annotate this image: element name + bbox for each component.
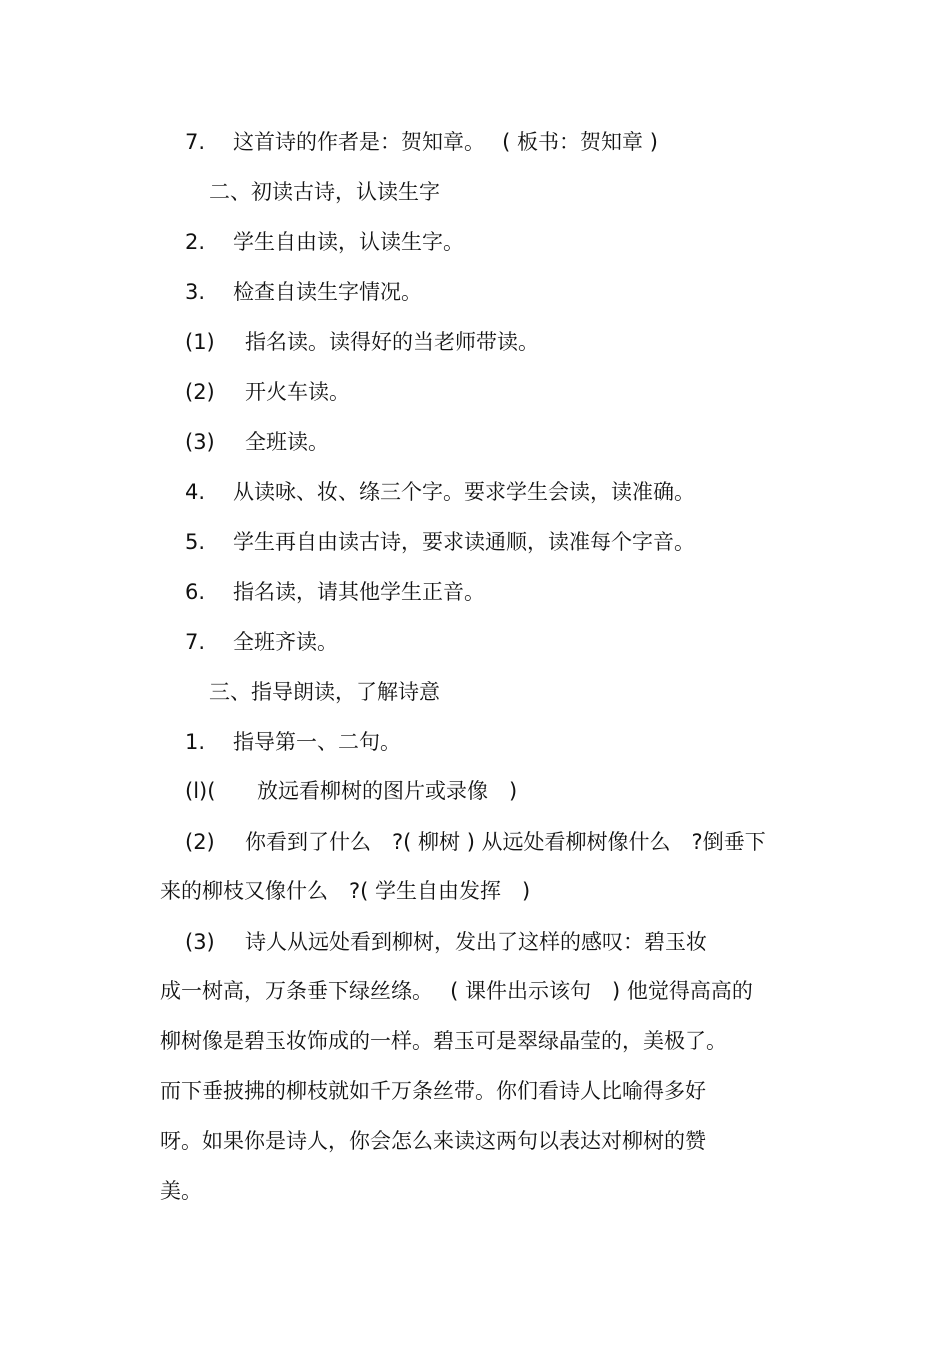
item-number: 2. bbox=[185, 230, 206, 254]
list-item bbox=[185, 428, 785, 456]
item-text: 指名读。读得好的当老师带读。 bbox=[245, 330, 539, 354]
list-item bbox=[185, 628, 785, 656]
item-number: 4. bbox=[185, 480, 206, 504]
continuation-line: 成一树高，万条垂下绿丝绦。 ( 课件出示该句 ) 他觉得高高的 bbox=[160, 979, 753, 1003]
section-heading: 三、指导朗读，了解诗意 bbox=[209, 680, 440, 704]
section-heading: 二、初读古诗，认读生字 bbox=[209, 180, 440, 204]
item-text: 检查自读生字情况。 bbox=[233, 280, 422, 304]
item-number: 3. bbox=[185, 280, 206, 304]
continuation-line: 柳树像是碧玉妆饰成的一样。碧玉可是翠绿晶莹的，美极了。 bbox=[160, 1029, 727, 1053]
item-number: (l)( bbox=[185, 779, 216, 803]
item-text: 学生自由读，认读生字。 bbox=[233, 230, 464, 254]
item-text: 诗人从远处看到柳树，发出了这样的感叹：碧玉妆 bbox=[245, 930, 707, 954]
list-item bbox=[185, 777, 785, 805]
item-number: 5. bbox=[185, 530, 206, 554]
item-text: 这首诗的作者是：贺知章。 ( 板书：贺知章 ) bbox=[233, 130, 658, 154]
item-number: 7. bbox=[185, 130, 206, 154]
list-item bbox=[185, 928, 785, 956]
list-item bbox=[185, 378, 785, 406]
item-number: (1) bbox=[185, 330, 215, 354]
item-number: (2) bbox=[185, 380, 215, 404]
item-text: 放远看柳树的图片或录像 ) bbox=[257, 779, 518, 803]
item-text: 你看到了什么 ?( 柳树 ) 从远处看柳树像什么 ?倒垂下 bbox=[245, 830, 766, 854]
item-number: (3) bbox=[185, 930, 215, 954]
item-text: 从读咏、妆、绦三个字。要求学生会读，读准确。 bbox=[233, 480, 695, 504]
continuation-line: 而下垂披拂的柳枝就如千万条丝带。你们看诗人比喻得多好 bbox=[160, 1079, 706, 1103]
item-text: 全班读。 bbox=[245, 430, 329, 454]
list-item bbox=[185, 278, 785, 306]
continuation-line: 呀。如果你是诗人，你会怎么来读这两句以表达对柳树的赞 bbox=[160, 1129, 706, 1153]
item-number: 7. bbox=[185, 630, 206, 654]
list-item bbox=[185, 228, 785, 256]
item-number: (3) bbox=[185, 430, 215, 454]
item-text: 指导第一、二句。 bbox=[233, 730, 401, 754]
item-text: 指名读，请其他学生正音。 bbox=[233, 580, 485, 604]
list-item bbox=[185, 478, 785, 506]
continuation-line: 美。 bbox=[160, 1179, 202, 1203]
item-number: 1. bbox=[185, 730, 206, 754]
list-item bbox=[185, 328, 785, 356]
list-item bbox=[185, 828, 785, 856]
item-text: 学生再自由读古诗，要求读通顺，读准每个字音。 bbox=[233, 530, 695, 554]
item-text: 全班齐读。 bbox=[233, 630, 338, 654]
item-number: (2) bbox=[185, 830, 215, 854]
item-text: 开火车读。 bbox=[245, 380, 350, 404]
list-item bbox=[185, 728, 785, 756]
list-item bbox=[185, 528, 785, 556]
list-item bbox=[185, 128, 785, 156]
list-item bbox=[185, 578, 785, 606]
item-number: 6. bbox=[185, 580, 206, 604]
continuation-line: 来的柳枝又像什么 ?( 学生自由发挥 ) bbox=[160, 879, 531, 903]
